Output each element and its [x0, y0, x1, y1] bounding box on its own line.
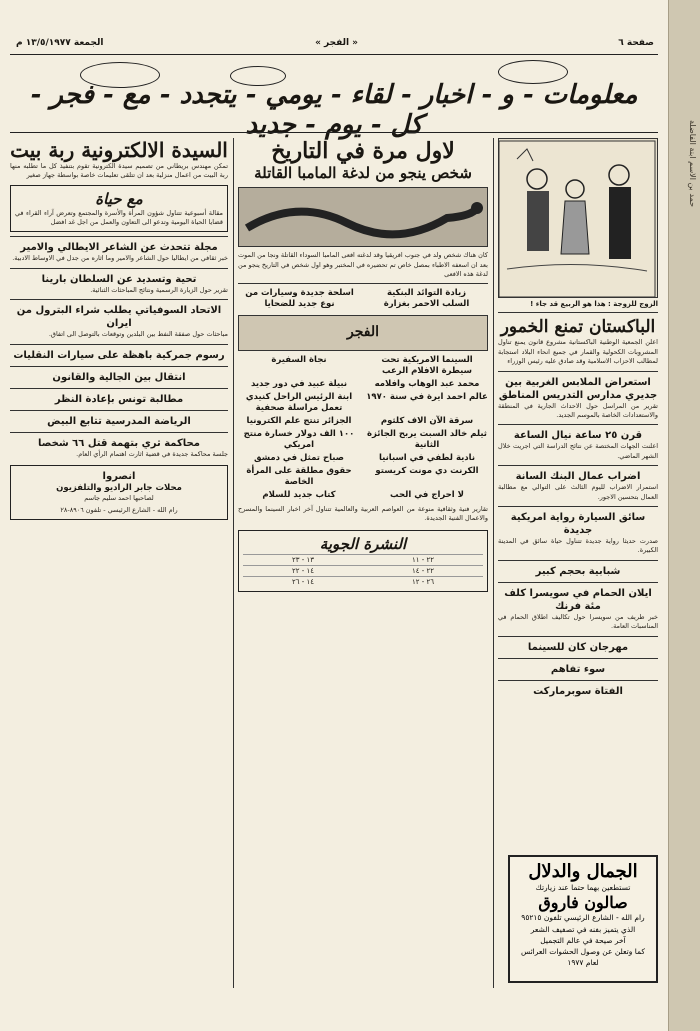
center-lower-head-4: نبيلة عبيد في دور جديد — [250, 378, 348, 389]
women-body: تمكن مهندس بريطاني من تصميم سيدة الكترونية تقوم بتنفيذ كل ما تطلبه منها ربة البيت من اعمال منزلية بعد ان تتلقى تعليمات خاصة بواسطة جهاز صغير — [10, 162, 228, 180]
center-lower-head-7: سرقة الآن الاف كلثوم — [380, 415, 474, 426]
salon-ad-line-3: آخر صيحة في عالم التجميل — [540, 935, 626, 945]
weather-cell: ١٤ - ٢٢ — [243, 565, 363, 576]
center-body: كان هناك شخص ولد في جنوب افريقيا وقد لدغته افعى المامبا السوداء القاتلة ونجا من الموت بعد ان اسعفه الاطباء بمصل خاص تم تحضيره في المختبر وهو اول شخص في التاريخ ينجو من لدغة هذه الافعى — [238, 251, 488, 278]
small-ad-box — [10, 465, 228, 520]
weather-cell: ٢٢ - ١١ — [363, 554, 483, 565]
center-lower-head-9: ثيلم خالد السبت يربح الجائزة الثانية — [367, 428, 487, 450]
right-subhead-6: ايلان الحمام في سويسرا كلف مئة فرنك — [504, 587, 652, 612]
center-lower-head-2: نجاة السفيرة — [271, 354, 327, 365]
left-subhead-5: انتقال بين الجالية والقانون — [52, 371, 186, 383]
weather-cell: ٢٦ - ١٢ — [363, 576, 483, 587]
header-rule — [10, 54, 658, 55]
small-ad-title: انصروا — [102, 471, 136, 483]
weather-table — [243, 554, 483, 587]
right-subhead-9: الفتاة سوبرماركت — [533, 685, 623, 697]
salon-ad-line-1: رام الله - الشارع الرئيسي تلفون ٩٥٢١٥ — [521, 913, 645, 923]
salon-ad-title: الجمال والدلال — [528, 861, 638, 882]
column-body: مقالة أسبوعية تتناول شؤون المرأة والأسرة والمجتمع وتعرض آراء القراء في قضايا الحياة اليومية وتدعو الى التعاون والعمل من اجل غد افضل — [15, 208, 223, 227]
center-lower-head-13: الكرنت دي مونت كريستو — [375, 465, 479, 476]
women-headline: السيدة الالكترونية ربة بيت — [10, 138, 228, 162]
small-ad-line-3: رام الله - الشارع الرئيسي - تلفون ٨٩٠٦-٢٨ — [60, 505, 178, 514]
salon-ad — [508, 855, 658, 983]
right-subhead-1: استعراض الملابس الغربية بين جديري مدارس التدريس المناطق — [498, 376, 658, 401]
center-subhead-1: زيادة التوائد البنكية — [386, 288, 467, 299]
weather-cell: ١٤ - ٢٦ — [243, 576, 363, 587]
small-ad-line-1: محلات جابر الراديو والتلفزيون — [56, 483, 182, 494]
issue-date: الجمعة ١٣/٥/١٩٧٧ م — [16, 38, 104, 48]
left-subhead-2: تحية وتسديد عن السلطان بارينا — [41, 273, 197, 285]
cartoon-illustration-icon — [498, 139, 657, 298]
banner — [10, 58, 658, 140]
adjacent-page-strip — [668, 0, 700, 1031]
adjacent-page-text: حمد بن الاسم ابنة الفاضلة — [688, 120, 697, 208]
center-lower-head-1: السينما الامريكية تحت سيطرة الافلام الرعب — [381, 354, 473, 376]
ribbon-text: الفجر — [347, 323, 379, 340]
center-lower-head-16: كتاب جديد للسلام — [262, 490, 336, 501]
cartoon-caption: الزوج للزوجة : هذا هو الربيع قد جاء ! — [530, 300, 658, 308]
center-lower-head-14: حقوق مطلقة على المرأة الخاصة — [246, 465, 352, 487]
weather-title: النشرة الجوية — [319, 534, 407, 553]
left-subhead-7: الرياضة المدرسية تتابع البيض — [47, 415, 191, 427]
center-lower-head-10: ١٠٠ الف دولار خسارة منتج امريكي — [243, 428, 355, 450]
right-subhead-5: شبابية بحجم كبير — [535, 565, 621, 577]
left-subhead-3: الاتحاد السوفياتي يطلب شراء البترول من ايران — [16, 305, 222, 330]
left-subhead-1: مجلة تتحدث عن الشاعر الايطالي والامير — [20, 242, 218, 254]
center-lower-head-5: عالم احمد ايرة في سنة ١٩٧٠ — [366, 391, 488, 402]
right-column: الزوج للزوجة : هذا هو الربيع قد جاء ! الباكستان تمنع الخمور اعلن الجمعية الوطنية الباكستانية مشروع قانون يمنع تناول المشروبات الكحولية والقمار في جميع انحاء البلاد استجابة لمطالب الاحزاب الاسلامية وقد صادق عليه رئيس الوزراء استعراض الملابس الغربية بين جديري مدارس التدريس المناطق تقرير من المراسل حول الاحداث الجارية في المنطقة والاستعدادات الخاصة بالموسم الجديد. قرن ٢٥ ساعة نيال الساعة اعلنت الجهات المختصة عن نتائج الدراسة التي اجريت خلال الشهر الماضي. اضراب عمال البنك السانة استمرار الاضراب لليوم الثالث على التوالي مع مطالبة العمال بتحسين الاجور. سائق السيارة رواية امريكية جديدة صدرت حديثا رواية جديدة تتناول حياة سائق في المدينة الكبيرة. شبابية بحجم كبير ايلان الحمام في سويسرا كلف مئة فرنك خبر طريف من سويسرا حول تكاليف اطلاق الحمام في المناسبات العامة. مهرجان كان للسينما سوء تفاهم الفتاة سوبرماركت — [498, 138, 658, 988]
right-subhead-3: اضراب عمال البنك السانة — [515, 471, 641, 483]
right-subhead-8: سوء تفاهم — [550, 663, 606, 675]
center-headline: لاول مرة في التاريخ — [271, 138, 455, 164]
left-column: السيدة الالكترونية ربة بيت تمكن مهندس بريطاني من تصميم سيدة الكترونية تقوم بتنفيذ كل ما تطلبه منها ربة البيت من اعمال منزلية بعد ان تتلقى تعليمات خاصة بواسطة جهاز صغير مع حياة مقالة أسبوعية تتناول شؤون المرأة والأسرة والمجتمع وتعرض آراء القراء في قضايا الحياة اليومية وتدعو الى التعاون والعمل من اجل غد افضل مجلة تتحدث عن الشاعر الايطالي والامير خبر ثقافي من ايطاليا حول الشاعر والامير وما اثاره من جدل في الاوساط الادبية. تحية وتسديد عن السلطان بارينا تقرير حول الزيارة الرسمية ونتائج المباحثات الثنائية. الاتحاد السوفياتي يطلب شراء البترول من ايران مباحثات حول صفقة النفط بين البلدين وتوقعات بالتوصل الى اتفاق. رسوم جمركية باهظة على سيارات النقليات انتقال بين الجالية والقانون مطالبة تونس بإعادة النظر الرياضة المدرسية تتابع البيض محاكمة ثري بتهمة قتل ٦٦ شخصا جلسة محاكمة جديدة في قضية اثارت اهتمام الرأي العام. انصروا محلات جابر الراديو والتلفزيون لصاحبها احمد سليم جاسم رام الله - الشارع الرئيسي - تلفون ٨٩٠٦-٢٨ — [10, 138, 228, 988]
center-lower-head-6: ابنة الرئيس الراحل كنيدي تعمل مراسلة صحفية — [245, 391, 353, 413]
banner-slogan: معلومات - و - اخبار - لقاء - يومي - يتجدد - مع - فجر - كل - يوم - جديد — [30, 80, 638, 140]
center-lower-head-8: الجزائر تنتج علم الكترونيا — [246, 415, 352, 426]
center-subhead-2: السلب الاحمر بغزارة — [383, 299, 470, 310]
right-subhead-2: قرن ٢٥ ساعة نيال الساعة — [513, 430, 643, 442]
pakistan-headline: الباكستان تمنع الخمور — [500, 317, 656, 337]
paper-name: « الفجر » — [315, 38, 358, 48]
small-ad-line-2: لصاحبها احمد سليم جاسم — [84, 494, 154, 503]
center-lower-head-15: لا احراج في الحب — [390, 490, 464, 501]
weather-cell: ١٣ - ٢٣ — [243, 554, 363, 565]
snake-photo — [238, 187, 488, 247]
left-subhead-4: رسوم جمركية باهظة على سيارات النقليات — [13, 349, 225, 361]
center-lower-head-3: محمد عبد الوهاب وافلامه — [374, 378, 480, 389]
ribbon-graphic — [238, 315, 488, 351]
banner-rule — [10, 132, 658, 133]
pakistan-body: اعلن الجمعية الوطنية الباكستانية مشروع قانون يمنع تناول المشروبات الكحولية والقمار في جميع انحاء البلاد استجابة لمطالب الاحزاب الاسلامية وقد صادق عليه رئيس الوزراء — [498, 338, 658, 366]
center-subheadline: شخص ينجو من لدغة المامبا القاتلة — [254, 164, 472, 183]
column-title: مع حياة — [95, 189, 143, 208]
salon-ad-line-4: كما وتعلن عن وصول الحشوات العرائس لعام ١٩٧٧ — [521, 947, 645, 968]
snake-icon — [238, 188, 487, 247]
left-subhead-8: محاكمة ثري بتهمة قتل ٦٦ شخصا — [38, 437, 200, 449]
center-lower-head-12: صباح تمثل في دمشق — [254, 452, 344, 463]
column-box — [10, 185, 228, 233]
left-subhead-6: مطالبة تونس بإعادة النظر — [54, 393, 184, 405]
weather-box — [238, 530, 488, 592]
center-lower-head-11: نادية لطفي في اسبانيا — [378, 452, 476, 463]
right-subhead-7: مهرجان كان للسينما — [527, 641, 629, 653]
right-subhead-4: سائق السيارة رواية امريكية جديدة — [510, 512, 646, 537]
salon-ad-line-2: الذي يتميز بفنه في تصفيف الشعر — [530, 924, 636, 934]
salon-ad-sub: تستطعين بهما حتما عند زيارتك — [535, 883, 631, 892]
weather-cell: ٢٢ - ١٤ — [363, 565, 483, 576]
center-subhead-3: اسلحة جديدة وسيارات من نوع جديد للضحايا — [245, 288, 354, 310]
page-number: صفحة ٦ — [618, 38, 654, 48]
center-column: لاول مرة في التاريخ شخص ينجو من لدغة المامبا القاتلة كان هناك شخص ولد في جنوب افريقيا وقد لدغته افعى المامبا السوداء القاتلة ونجا من الموت بعد ان اسعفه الاطباء بمصل خاص تم تحضيره في المختبر وهو اول شخص في التاريخ ينجو من لدغة هذه الافعى زيادة التوائد البنكية السلب الاحمر بغزارة اسلحة جديدة وسيارات من نوع جديد للضحايا الفجر السينما الامريكية تحت سيطرة الافلام الرعب نجاة السفيرة محمد عبد الوهاب وافلامه نبيلة عبيد في دور جديد عالم احمد ايرة في سنة ١٩٧٠ ابنة الرئيس الراحل كنيدي تعمل مراسلة صحفية سرقة الآن الاف كلثوم الجزائر تنتج علم الكترونيا ثيلم خالد السبت يربح الجائزة الثانية ١٠٠ الف دولار خسارة منتج امريكي نادية لطفي في اسبانيا صباح تمثل في دمشق الكرنت دي مونت كريستو حقوق مطلقة على المرأة الخاصة لا احراج في الحب كتاب جديد للسلام تقارير فنية وثقافية منوعة من العواصم العربية والعالمية تتناول آخر اخبار السينما والمسرح والاعمال الفنية الجديدة. النشرة الجوية ٢٢ - ١١ ١٣ - ٢٣ ٢٢ - ١٤ ١٤ - ٢٢ ٢٦ - ١٢ ١٤ - ٢٦ — [238, 138, 488, 988]
cartoon-image — [498, 138, 658, 298]
salon-ad-name: صالون فاروق — [538, 893, 628, 913]
page-header — [10, 38, 658, 52]
